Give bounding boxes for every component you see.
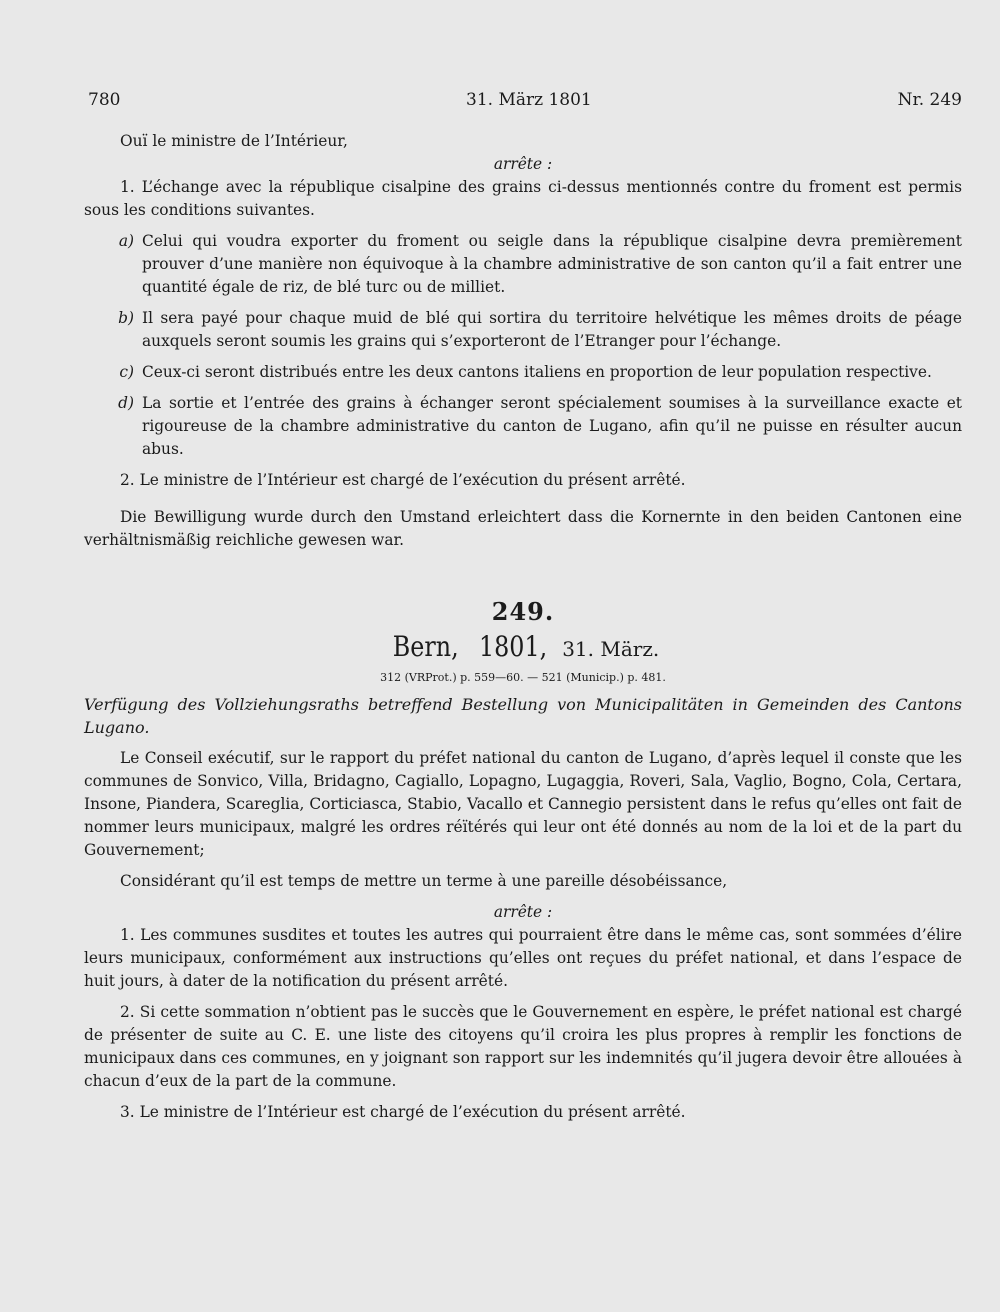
header-doc-ref: Nr. 249 — [897, 90, 962, 110]
paragraph-preamble: Le Conseil exécutif, sur le rapport du préfet national du canton de Lugano, d’après lequel il conste que les communes de Sonvico, Villa, Bridagno, Cagiallo, Lopagno, Lugaggia, Roveri, Sala, Vaglio, Bogno, Cola, Certara, Insone, Piandera, Scareglia, Corticiasca, Stabio, Vacallo et Cannegio persistent dans le refus qu’elles ont fait de nommer leurs municipaux, malgré les ordres réïtérés qui leur ont été donnés au nom de la loi et de la part du Gouvernement; — [84, 749, 962, 859]
header-date: 31. März 1801 — [466, 90, 592, 110]
paragraph-considerant: Considérant qu’il est temps de mettre un terme à une pareille désobéissance, — [120, 872, 728, 890]
decree-article-3: 3. Le ministre de l’Intérieur est chargé de l’exécution du présent arrêté. — [120, 1103, 686, 1121]
sub-item-text: Celui qui voudra exporter du froment ou seigle dans la république cisalpine devra premièrement prouver d’une manière non équivoque à la chambre administrative de son canton qu’il a fait entrer une quantité égale de riz, de blé turc ou de milliet. — [142, 232, 962, 296]
sub-item-label: d) — [118, 394, 134, 412]
sub-item-text: Ceux-ci seront distribués entre les deux cantons italiens en proportion de leur population respective. — [142, 363, 932, 381]
dateline-place: Bern, — [392, 630, 459, 663]
sub-item-label: b) — [118, 309, 134, 327]
sub-item-a — [84, 230, 962, 299]
intro-line: Ouï le ministre de l’Intérieur, — [120, 132, 348, 150]
decree-article-2: 2. Si cette sommation n’obtient pas le succès que le Gouvernement en espère, le préfet national est chargé de présenter de suite au C. E. une liste des citoyens qu’il croira les plus propres à remplir les fonctions de municipaux dans ces communes, en y joignant son rapport sur les indemnités qu’il jugera devoir être allouées à chacun d’eux de la part de la commune. — [84, 1003, 962, 1090]
editorial-note: Die Bewilligung wurde durch den Umstand erleichtert dass die Kornernte in den beiden Cantonen eine verhältnismäßig reichliche gewesen war. — [84, 508, 962, 549]
dateline-year: 1801, — [479, 630, 548, 663]
page-header — [88, 90, 962, 114]
arrete-heading: arrête : — [493, 155, 553, 173]
page-number: 780 — [88, 90, 121, 110]
page-body — [84, 130, 962, 1124]
document-number: 249. — [491, 597, 555, 626]
document-title: Verfügung des Vollziehungsraths betreffend Bestellung von Municipalitäten in Gemeinden des Cantons Lugano. — [84, 695, 962, 737]
archive-references: 312 (VRProt.) p. 559—60. — 521 (Municip.) p. 481. — [380, 671, 666, 684]
dateline — [84, 629, 962, 667]
sub-item-label: c) — [119, 363, 134, 381]
article-1: 1. L’échange avec la république cisalpine des grains ci-dessus mentionnés contre du froment est permis sous les conditions suivantes. — [84, 178, 962, 219]
sub-item-b — [84, 307, 962, 353]
dateline-day: 31. März. — [562, 637, 660, 661]
sub-item-text: La sortie et l’entrée des grains à échanger seront spécialement soumises à la surveillance exacte et rigoureuse de la chambre administrative du canton de Lugano, afin qu’il ne puisse en résulter aucun abus. — [142, 394, 962, 458]
sub-item-c — [84, 361, 962, 384]
sub-item-text: Il sera payé pour chaque muid de blé qui sortira du territoire helvétique les mêmes droits de péage auxquels seront soumis les grains qui s’exporteront de l’Etranger pour l’échange. — [142, 309, 962, 350]
sub-item-d — [84, 392, 962, 461]
arrete-heading-2: arrête : — [493, 903, 553, 921]
decree-article-1: 1. Les communes susdites et toutes les autres qui pourraient être dans le même cas, sont sommées d’élire leurs municipaux, conformément aux instructions qu’elles ont reçues du préfet national, et dans l’espace de huit jours, à dater de la notification du présent arrêté. — [84, 926, 962, 990]
sub-item-label: a) — [118, 232, 134, 250]
article-2: 2. Le ministre de l’Intérieur est chargé de l’exécution du présent arrêté. — [120, 471, 686, 489]
